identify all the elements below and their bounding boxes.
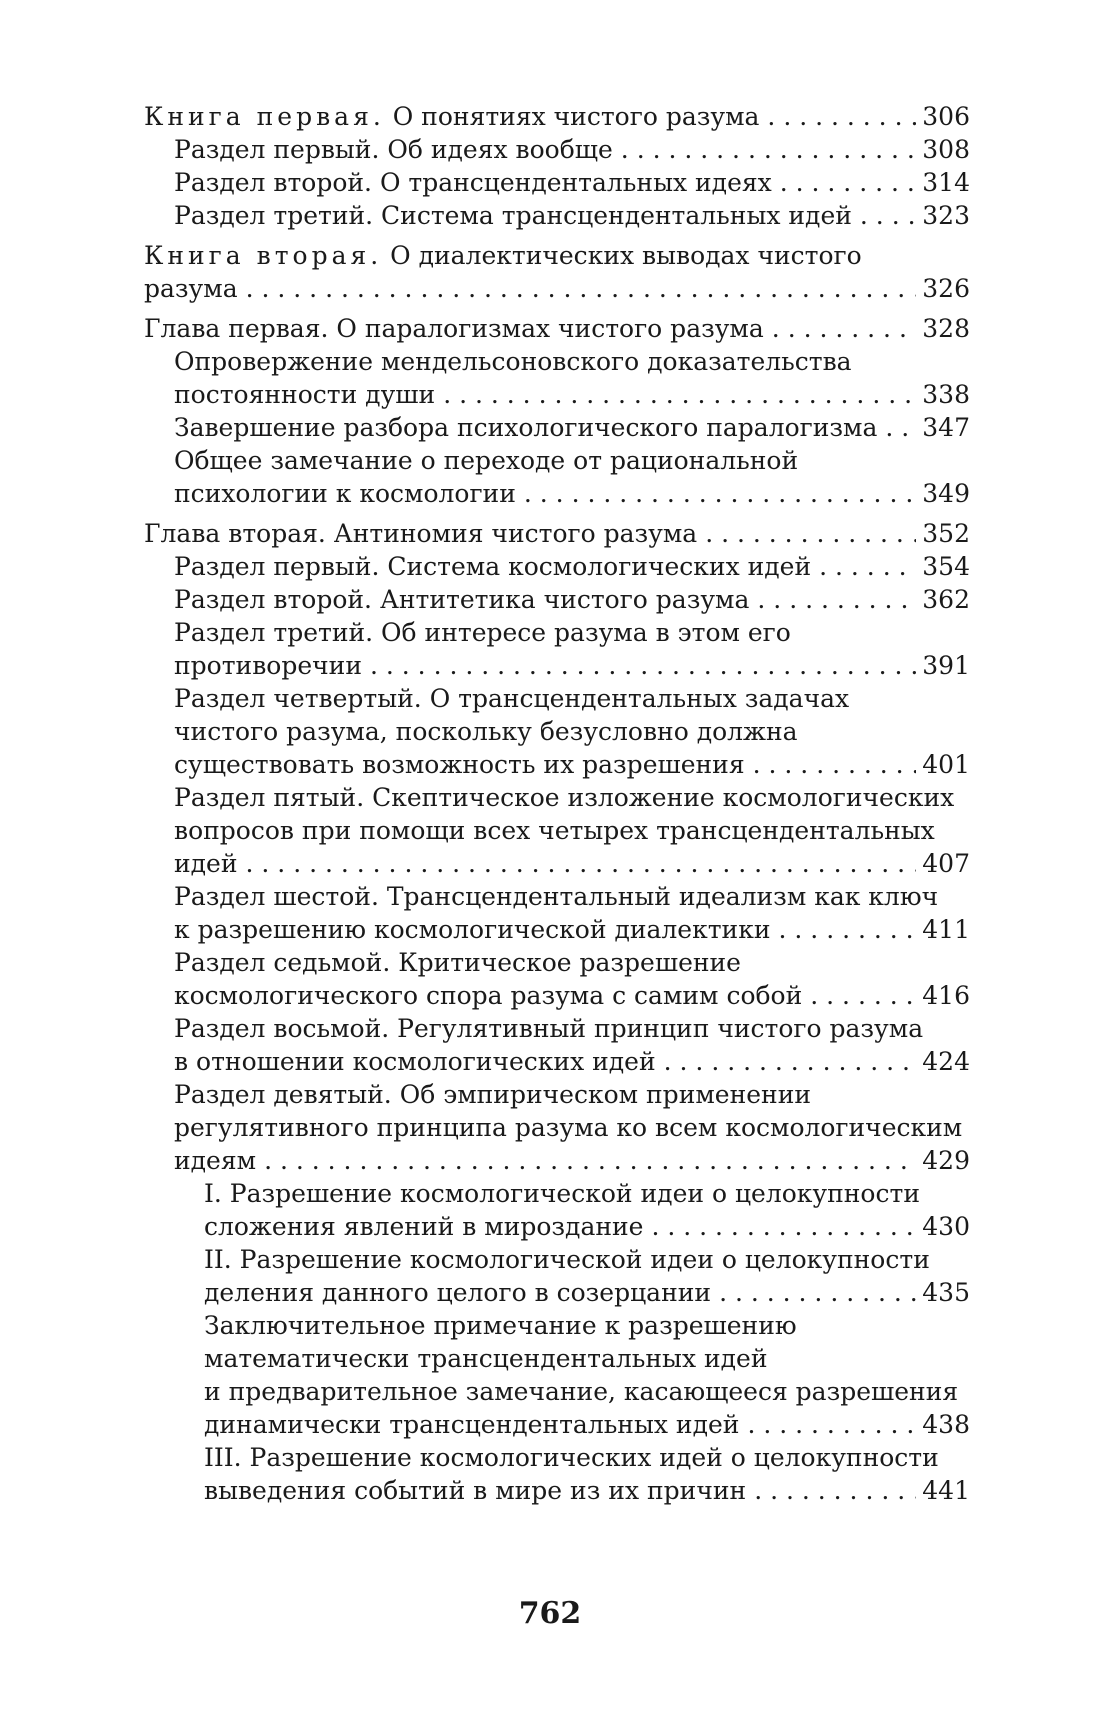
- dot-leader: [443, 378, 916, 411]
- dot-leader: [664, 1045, 917, 1078]
- toc-page-number: 347: [922, 413, 970, 442]
- toc-entry-text: Раздел первый. Об идеях вообще: [174, 135, 613, 164]
- dot-leader: [753, 748, 917, 781]
- toc-entry-last-line: [174, 166, 970, 199]
- dot-leader: [772, 312, 916, 345]
- toc-entry-title: [204, 1276, 711, 1309]
- toc-entry: [144, 100, 970, 133]
- toc-entry-book-label: Книга вторая.: [144, 241, 383, 270]
- toc-entry-text: I. Разрешение космологической идеи о целокупности: [204, 1179, 920, 1208]
- toc-entry-title: [174, 1045, 656, 1078]
- toc-entry-line: [174, 880, 970, 913]
- toc-entry-title: [144, 272, 238, 305]
- toc-entry-line: [204, 1309, 970, 1342]
- toc-entry-line: [174, 781, 970, 814]
- toc-page-number: 438: [922, 1410, 970, 1439]
- toc-entry-text: Раздел первый. Система космологических идей: [174, 552, 812, 581]
- toc-entry-line: [204, 1441, 970, 1474]
- toc-page-number: 401: [922, 750, 970, 779]
- toc-entry-text: Общее замечание о переходе от рациональной: [174, 446, 799, 475]
- toc-page-number: 349: [922, 479, 970, 508]
- toc-entry: [144, 1243, 970, 1309]
- toc-entry-text: Раздел второй. О трансцендентальных идеях: [174, 168, 772, 197]
- toc-entry-title: [174, 477, 516, 510]
- toc-entry-last-line: [204, 1210, 970, 1243]
- toc-page-number: 407: [922, 849, 970, 878]
- toc-entry-text: существовать возможность их разрешения: [174, 750, 745, 779]
- toc-entry: [144, 1012, 970, 1078]
- toc-entry-text: Раздел восьмой. Регулятивный принцип чистого разума: [174, 1014, 924, 1043]
- toc-entry-text: II. Разрешение космологической идеи о целокупности: [204, 1245, 930, 1274]
- toc-entry-last-line: [204, 1276, 970, 1309]
- toc-entry-text: III. Разрешение космологических идей о целокупности: [204, 1443, 939, 1472]
- dot-leader: [246, 272, 917, 305]
- toc-entry: [144, 1441, 970, 1507]
- toc-entry-title: [174, 979, 802, 1012]
- toc-entry-text: математически трансцендентальных идей: [204, 1344, 768, 1373]
- dot-leader: [780, 166, 917, 199]
- toc-entry: [144, 133, 970, 166]
- toc-entry-title: [174, 411, 877, 444]
- toc-entry-title: [174, 847, 238, 880]
- toc-entry-last-line: [174, 748, 970, 781]
- toc-entry-line: [204, 1375, 970, 1408]
- dot-leader: [810, 979, 916, 1012]
- toc-page-number: 326: [922, 274, 970, 303]
- toc-entry-last-line: [174, 477, 970, 510]
- toc-entry-text: и предварительное замечание, касающееся разрешения: [204, 1377, 959, 1406]
- toc-entry: [144, 616, 970, 682]
- toc-entry-text: Глава первая. О паралогизмах чистого разума: [144, 314, 764, 343]
- toc-entry-title: [174, 166, 772, 199]
- toc-entry-title: [174, 649, 362, 682]
- toc-entry-text: идеям: [174, 1146, 257, 1175]
- toc-entry-last-line: [204, 1408, 970, 1441]
- toc-entry-line: [174, 682, 970, 715]
- table-of-contents: [144, 100, 970, 1507]
- dot-leader: [705, 517, 916, 550]
- toc-entry-last-line: [174, 199, 970, 232]
- toc-page-number: 338: [922, 380, 970, 409]
- toc-entry-text: Заключительное примечание к разрешению: [204, 1311, 797, 1340]
- toc-entry-last-line: [174, 583, 970, 616]
- toc-entry-line: [174, 1078, 970, 1111]
- toc-entry-last-line: [174, 1144, 970, 1177]
- toc-entry-title: [174, 550, 811, 583]
- toc-page-number: 391: [922, 651, 970, 680]
- toc-page-number: 429: [922, 1146, 970, 1175]
- toc-entry-text: О понятиях чистого разума: [384, 102, 760, 131]
- toc-entry-last-line: [174, 378, 970, 411]
- toc-entry-title: [204, 1408, 739, 1441]
- toc-entry: [144, 1309, 970, 1441]
- toc-entry-last-line: [174, 649, 970, 682]
- dot-leader: [885, 411, 916, 444]
- toc-entry-last-line: [144, 272, 970, 305]
- toc-entry-last-line: [174, 979, 970, 1012]
- toc-page-number: 308: [922, 135, 970, 164]
- toc-entry-title: [174, 378, 435, 411]
- toc-page-number: 354: [922, 552, 970, 581]
- toc-entry-line: [174, 715, 970, 748]
- dot-leader: [719, 1276, 916, 1309]
- toc-entry: [144, 781, 970, 880]
- toc-entry: [144, 946, 970, 1012]
- toc-entry-last-line: [144, 517, 970, 550]
- toc-entry-text: регулятивного принципа разума ко всем космологическим: [174, 1113, 963, 1142]
- toc-entry-last-line: [174, 133, 970, 166]
- toc-entry-last-line: [174, 411, 970, 444]
- toc-page-number: 411: [922, 915, 970, 944]
- toc-page-number: 416: [922, 981, 970, 1010]
- toc-entry-title: [144, 100, 759, 133]
- toc-entry-text: Раздел шестой. Трансцендентальный идеализм как ключ: [174, 882, 939, 911]
- toc-entry-text: сложения явлений в мироздание: [204, 1212, 644, 1241]
- toc-entry: [144, 880, 970, 946]
- dot-leader: [370, 649, 916, 682]
- toc-entry-text: чистого разума, поскольку безусловно должна: [174, 717, 798, 746]
- toc-entry-text: О диалектических выводах чистого: [382, 241, 862, 270]
- toc-entry: [144, 239, 970, 305]
- toc-entry: [144, 1177, 970, 1243]
- toc-entry-last-line: [144, 312, 970, 345]
- toc-page-number: 352: [922, 519, 970, 548]
- toc-entry-text: в отношении космологических идей: [174, 1047, 656, 1076]
- dot-leader: [246, 847, 917, 880]
- toc-entry-line: [174, 1012, 970, 1045]
- toc-entry-text: Раздел четвертый. О трансцендентальных задачах: [174, 684, 850, 713]
- toc-entry: [144, 1078, 970, 1177]
- toc-entry: [144, 550, 970, 583]
- toc-entry-text: постоянности души: [174, 380, 436, 409]
- toc-page-number: 435: [922, 1278, 970, 1307]
- toc-entry-last-line: [204, 1474, 970, 1507]
- toc-entry-text: Раздел третий. Система трансцендентальных идей: [174, 201, 852, 230]
- toc-entry-text: Опровержение мендельсоновского доказательства: [174, 347, 852, 376]
- dot-leader: [860, 199, 916, 232]
- toc-entry-text: выведения событий в мире из их причин: [204, 1476, 747, 1505]
- toc-entry-title: [174, 913, 771, 946]
- dot-leader: [779, 913, 917, 946]
- toc-entry-line: [204, 1342, 970, 1375]
- toc-page-number: 362: [922, 585, 970, 614]
- toc-entry-line: [204, 1243, 970, 1276]
- dot-leader: [767, 100, 916, 133]
- toc-entry-text: идей: [174, 849, 238, 878]
- toc-entry-text: Завершение разбора психологического паралогизма: [174, 413, 878, 442]
- toc-entry-line: [174, 946, 970, 979]
- toc-entry-last-line: [144, 100, 970, 133]
- toc-entry-title: [174, 748, 745, 781]
- toc-page-number: 323: [922, 201, 970, 230]
- toc-entry-text: динамически трансцендентальных идей: [204, 1410, 740, 1439]
- toc-entry-title: [144, 517, 697, 550]
- toc-entry-title: [204, 1474, 746, 1507]
- toc-entry: [144, 517, 970, 550]
- toc-entry-title: [174, 1144, 256, 1177]
- toc-entry-last-line: [174, 550, 970, 583]
- toc-entry-line: [174, 814, 970, 847]
- dot-leader: [754, 1474, 916, 1507]
- toc-page-number: 328: [922, 314, 970, 343]
- dot-leader: [524, 477, 916, 510]
- toc-entry: [144, 166, 970, 199]
- toc-entry-title: [174, 199, 852, 232]
- toc-entry-line: [144, 239, 970, 272]
- dot-leader: [651, 1210, 916, 1243]
- toc-page-number: 424: [922, 1047, 970, 1076]
- toc-entry-text: Глава вторая. Антиномия чистого разума: [144, 519, 698, 548]
- toc-entry-text: к разрешению космологической диалектики: [174, 915, 771, 944]
- toc-entry-text: Раздел девятый. Об эмпирическом применении: [174, 1080, 812, 1109]
- toc-entry: [144, 199, 970, 232]
- dot-leader: [747, 1408, 916, 1441]
- toc-page-number: 314: [922, 168, 970, 197]
- toc-page-number: 441: [922, 1476, 970, 1505]
- toc-entry: [144, 411, 970, 444]
- toc-entry-title: [204, 1210, 643, 1243]
- toc-entry-last-line: [174, 1045, 970, 1078]
- toc-entry-last-line: [174, 913, 970, 946]
- toc-entry-line: [174, 444, 970, 477]
- toc-entry-text: Раздел третий. Об интересе разума в этом его: [174, 618, 791, 647]
- toc-entry-text: разума: [144, 274, 238, 303]
- toc-entry-text: Раздел пятый. Скептическое изложение космологических: [174, 783, 955, 812]
- dot-leader: [264, 1144, 916, 1177]
- toc-entry-title: [174, 583, 749, 616]
- toc-entry: [144, 682, 970, 781]
- toc-entry-title: [144, 312, 764, 345]
- page-number: 762: [518, 1596, 582, 1631]
- toc-entry-title: [174, 133, 613, 166]
- toc-entry-line: [174, 345, 970, 378]
- toc-entry-text: космологического спора разума с самим собой: [174, 981, 803, 1010]
- toc-entry-book-label: Книга первая.: [144, 102, 385, 131]
- dot-leader: [819, 550, 916, 583]
- toc-entry: [144, 345, 970, 411]
- toc-page-number: 430: [922, 1212, 970, 1241]
- toc-entry-text: вопросов при помощи всех четырех трансцендентальных: [174, 816, 935, 845]
- toc-entry: [144, 583, 970, 616]
- toc-entry-line: [204, 1177, 970, 1210]
- toc-entry-text: деления данного целого в созерцании: [204, 1278, 712, 1307]
- dot-leader: [757, 583, 916, 616]
- toc-entry-text: противоречии: [174, 651, 362, 680]
- toc-entry-text: психологии к космологии: [174, 479, 516, 508]
- toc-entry-line: [174, 1111, 970, 1144]
- toc-entry-last-line: [174, 847, 970, 880]
- toc-entry-line: [174, 616, 970, 649]
- toc-entry: [144, 444, 970, 510]
- toc-entry-text: Раздел второй. Антитетика чистого разума: [174, 585, 750, 614]
- toc-page-number: 306: [922, 102, 970, 131]
- toc-entry-text: Раздел седьмой. Критическое разрешение: [174, 948, 741, 977]
- toc-entry: [144, 312, 970, 345]
- dot-leader: [621, 133, 916, 166]
